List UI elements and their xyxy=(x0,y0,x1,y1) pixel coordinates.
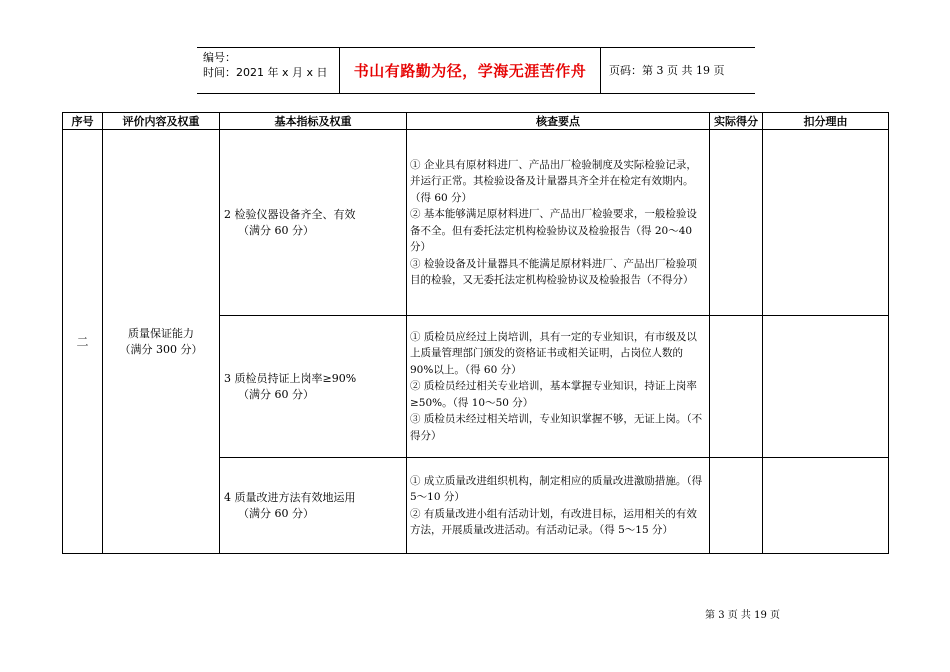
score-cell[interactable] xyxy=(710,316,763,458)
score-cell[interactable] xyxy=(710,458,763,554)
check-point: ① 质检员应经过上岗培训，具有一定的专业知识，有市级及以上质量管理部门颁发的资格证书或相关证明，占岗位人数的 90%以上。（得 60 分） xyxy=(410,330,697,376)
category-title: 质量保证能力 xyxy=(128,326,194,340)
code-label: 编号： xyxy=(203,51,236,64)
check-point: ② 质检员经过相关专业培训，基本掌握专业知识，持证上岗率≥50%。（得 10～50 分） xyxy=(410,380,697,409)
score-cell[interactable] xyxy=(710,130,763,316)
table-header-row xyxy=(63,113,889,130)
reason-cell[interactable] xyxy=(763,130,889,316)
header-meta xyxy=(203,50,328,80)
evaluation-table xyxy=(62,112,889,554)
section-seq-cell xyxy=(63,130,103,554)
time-label: 时间：2021 年 x 月 x 日 xyxy=(203,66,328,79)
indicator-weight: （满分 60 分） xyxy=(238,223,314,237)
col-header-seq: 序号 xyxy=(63,113,103,130)
table-row xyxy=(63,130,889,316)
indicator-cell xyxy=(220,130,407,316)
reason-cell[interactable] xyxy=(763,316,889,458)
indicator-title: 4 质量改进方法有效地运用 xyxy=(224,490,356,504)
col-header-reason: 扣分理由 xyxy=(763,113,889,130)
header-page-number: 页码：第 3 页 共 19 页 xyxy=(609,64,725,77)
indicator-weight: （满分 60 分） xyxy=(238,387,314,401)
indicator-title: 3 质检员持证上岗率≥90% xyxy=(224,371,357,385)
col-header-category: 评价内容及权重 xyxy=(103,113,220,130)
check-points-cell xyxy=(407,316,710,458)
section-seq: 二 xyxy=(76,335,89,349)
check-point: ② 有质量改进小组有活动计划，有改进目标，运用相关的有效方法，开展质量改进活动。有活动记录。（得 5～15 分） xyxy=(410,507,697,536)
col-header-score: 实际得分 xyxy=(710,113,763,130)
category-weight: （满分 300 分） xyxy=(119,342,203,356)
indicator-cell xyxy=(220,316,407,458)
header-rule-bottom xyxy=(197,93,755,94)
motto-box xyxy=(339,47,601,93)
page-footer: 第 3 页 共 19 页 xyxy=(705,610,780,621)
check-point: ③ 质检员未经过相关培训，专业知识掌握不够，无证上岗。（不得分） xyxy=(410,413,703,442)
section-category-cell xyxy=(103,130,220,554)
col-header-indicator: 基本指标及权重 xyxy=(220,113,407,130)
indicator-cell xyxy=(220,458,407,554)
page-header xyxy=(197,47,755,93)
check-point: ③ 检验设备及计量器具不能满足原材料进厂、产品出厂检验项目的检验，又无委托法定机构检验协议及检验报告（不得分） xyxy=(410,257,697,286)
check-points-cell xyxy=(407,130,710,316)
check-point: ① 成立质量改进组织机构，制定相应的质量改进激励措施。（得 5～10 分） xyxy=(410,474,703,503)
reason-cell[interactable] xyxy=(763,458,889,554)
motto-text: 书山有路勤为径，学海无涯苦作舟 xyxy=(353,61,587,80)
indicator-title: 2 检验仪器设备齐全、有效 xyxy=(224,207,356,221)
indicator-weight: （满分 60 分） xyxy=(238,506,314,520)
col-header-points: 核查要点 xyxy=(407,113,710,130)
check-points-cell xyxy=(407,458,710,554)
check-point: ① 企业具有原材料进厂、产品出厂检验制度及实际检验记录，并运行正常。其检验设备及计量器具齐全并在检定有效期内。（得 60 分） xyxy=(410,158,697,204)
check-point: ② 基本能够满足原材料进厂、产品出厂检验要求，一般检验设备不全。但有委托法定机构检验协议及检验报告（得 20～40 分） xyxy=(410,208,697,253)
